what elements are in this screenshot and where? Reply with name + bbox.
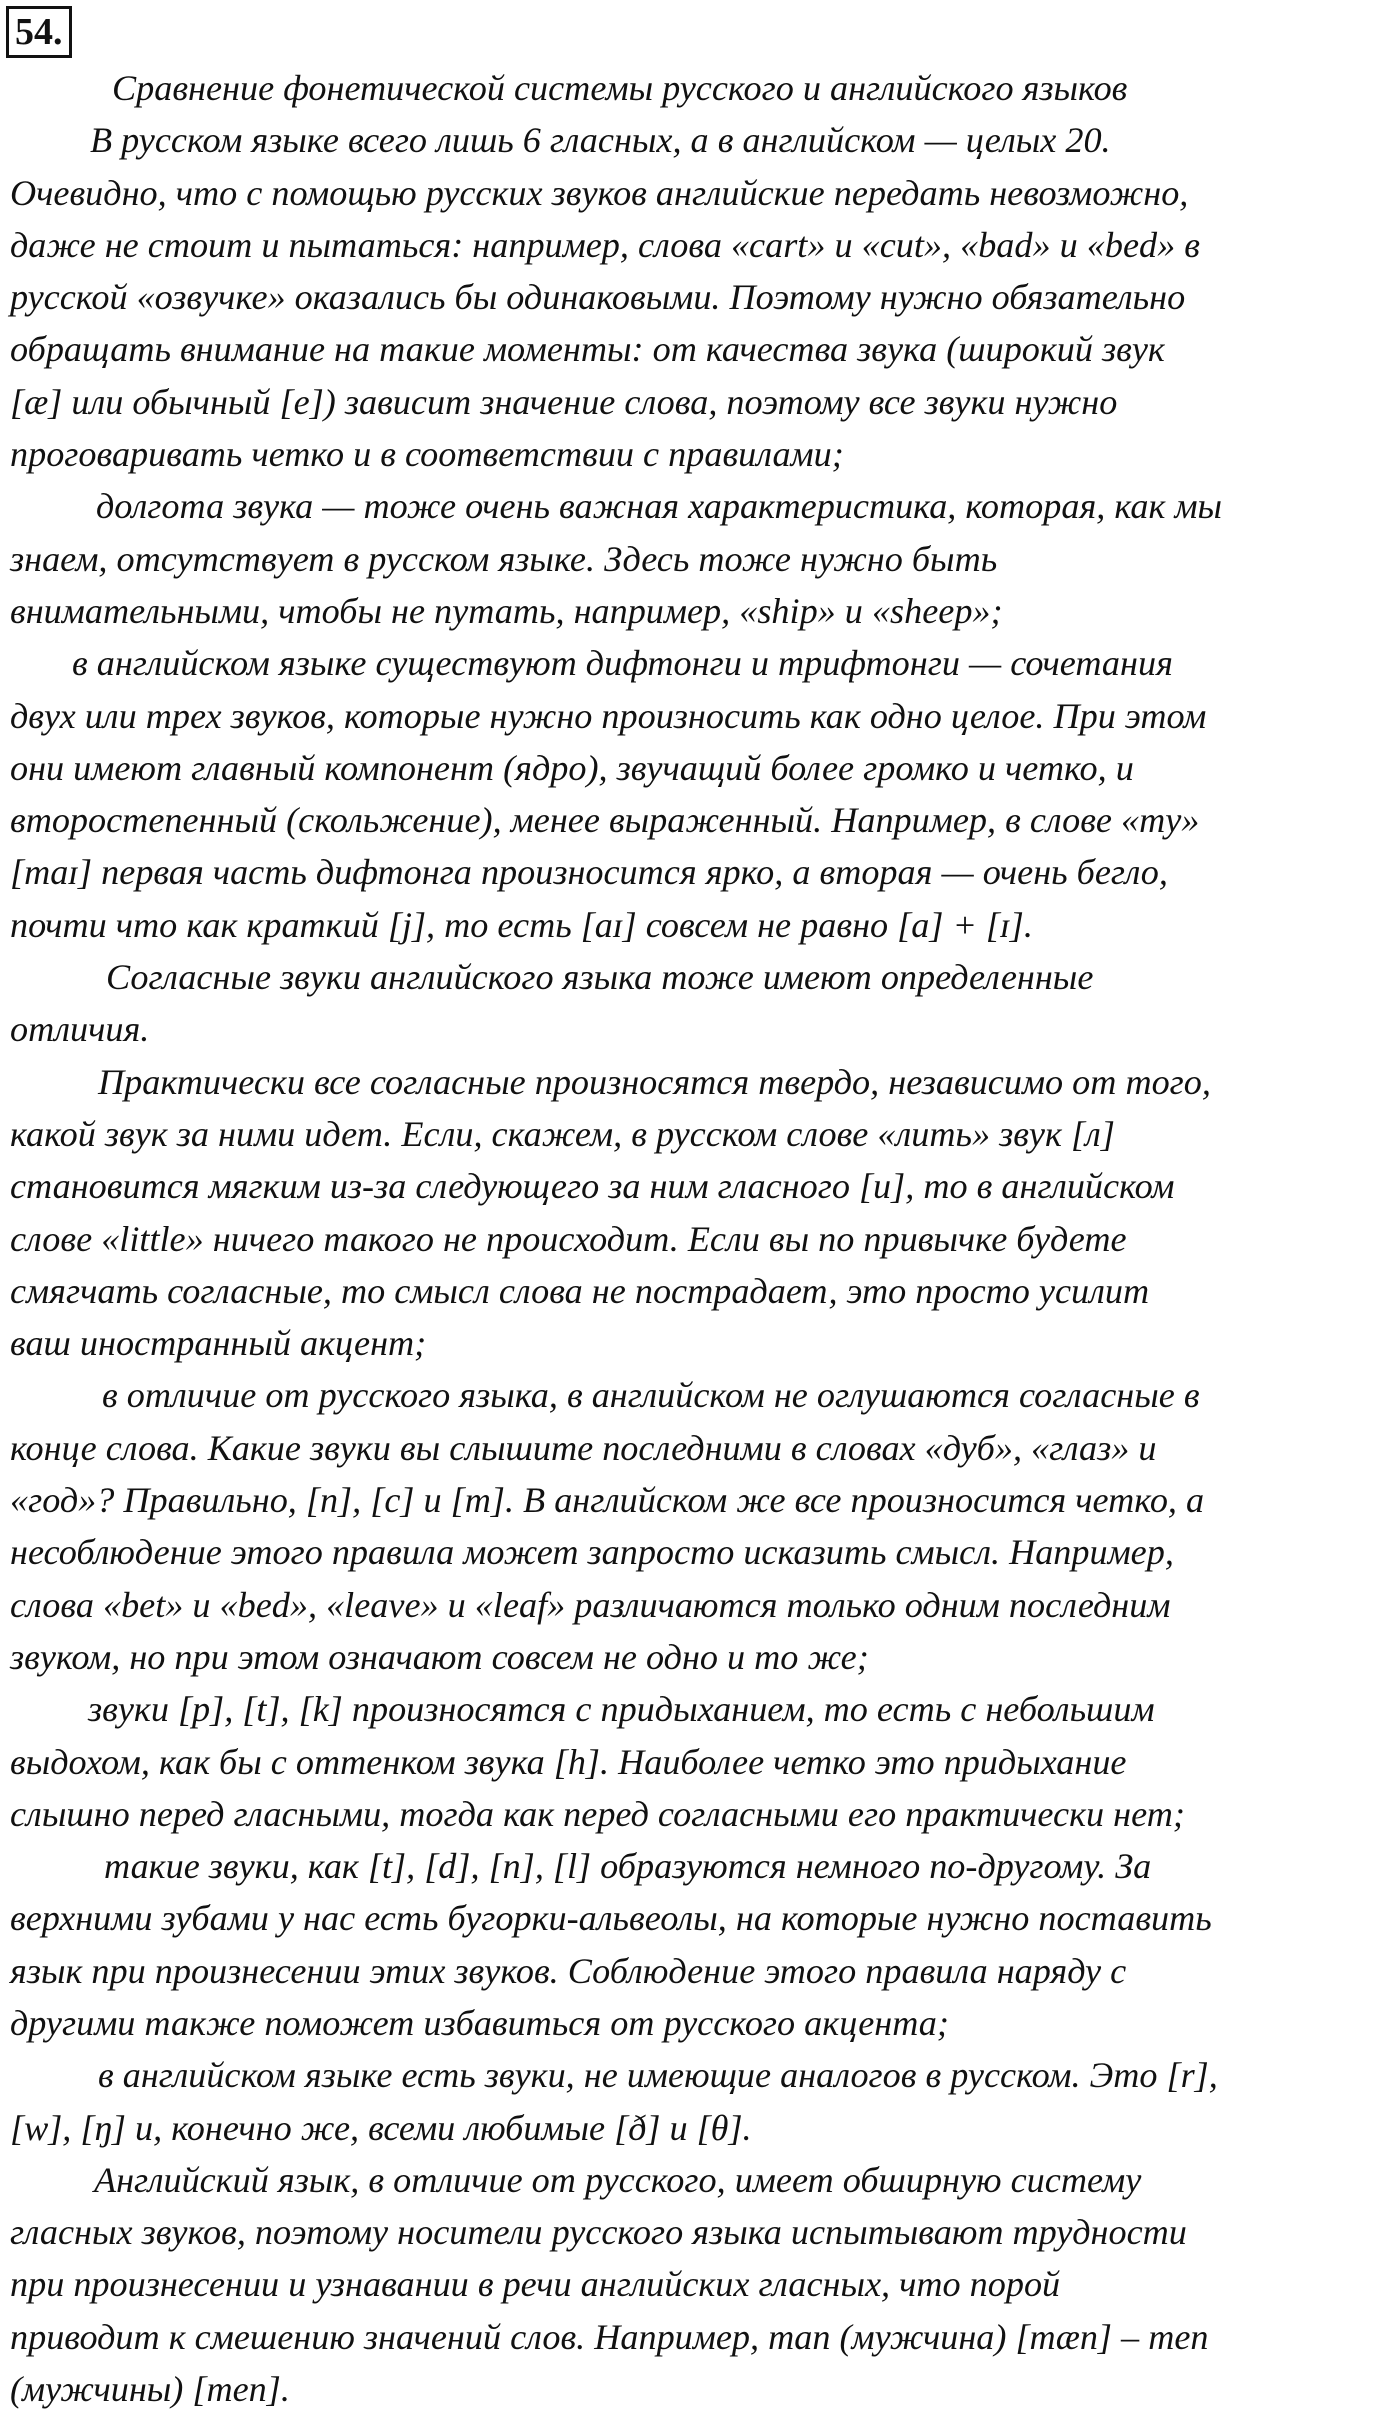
text-line: [maɪ] первая часть дифтонга произносится ярко, а вторая — очень бегло, — [10, 852, 1168, 893]
text-line: при произнесении и узнавании в речи английских гласных, что порой — [10, 2264, 1061, 2305]
text-line: [w], [ŋ] и, конечно же, всеми любимые [ð] и [θ]. — [10, 2107, 752, 2148]
text-line: долгота звука — тоже очень важная характеристика, которая, как мы — [96, 486, 1223, 527]
text-line: гласных звуков, поэтому носители русского языка испытывают трудности — [10, 2212, 1187, 2253]
text-line: «год»? Правильно, [п], [с] и [т]. В английском же все произносится четко, а — [10, 1480, 1205, 1521]
text-line: несоблюдение этого правила может запросто исказить смысл. Например, — [10, 1532, 1174, 1573]
text-line: слова «bet» и «bed», «leave» и «leaf» различаются только одним последним — [10, 1584, 1171, 1625]
text-line: Английский язык, в отличие от русского, имеет обширную систему — [94, 2159, 1142, 2200]
answer-title: Сравнение фонетической системы русского и английского языков — [112, 68, 1128, 108]
text-line: верхними зубами у нас есть бугорки-альвеолы, на которые нужно поставить — [10, 1898, 1212, 1939]
text-line: [æ] или обычный [e]) зависит значение слова, поэтому все звуки нужно — [10, 381, 1118, 422]
text-line: почти что как краткий [j], то есть [aɪ] совсем не равно [a] + [ɪ]. — [10, 904, 1033, 945]
text-line: знаем, отсутствует в русском языке. Здесь тоже нужно быть — [10, 538, 998, 579]
text-line: Согласные звуки английского языка тоже имеют определенные — [106, 957, 1094, 998]
text-line: двух или трех звуков, которые нужно произносить как одно целое. При этом — [10, 695, 1207, 736]
text-line: становится мягким из-за следующего за ним гласного [и], то в английском — [10, 1166, 1175, 1207]
text-line: конце слова. Какие звуки вы слышите последними в словах «дуб», «глаз» и — [10, 1427, 1157, 1468]
text-line: проговаривать четко и в соответствии с правилами; — [10, 434, 844, 475]
answer-text — [10, 62, 1395, 2415]
text-line: в отличие от русского языка, в английском не оглушаются согласные в — [102, 1375, 1200, 1416]
text-line: слышно перед гласными, тогда как перед согласными его практически нет; — [10, 1793, 1185, 1834]
text-line: внимательными, чтобы не путать, например, «ship» и «sheep»; — [10, 590, 1003, 631]
text-line: другими также поможет избавиться от русского акцента; — [10, 2002, 949, 2043]
text-line: звуком, но при этом означают совсем не одно и то же; — [10, 1636, 869, 1677]
text-line: язык при произнесении этих звуков. Соблюдение этого правила наряду с — [10, 1950, 1127, 1991]
text-line: Практически все согласные произносятся твердо, независимо от того, — [98, 1061, 1211, 1102]
text-line: в английском языке есть звуки, не имеющие аналогов в русском. Это [r], — [98, 2055, 1218, 2096]
text-line: такие звуки, как [t], [d], [n], [l] образуются немного по-другому. За — [104, 1846, 1152, 1887]
text-line: они имеют главный компонент (ядро), звучащий более громко и четко, и — [10, 747, 1134, 788]
text-line: русской «озвучке» оказались бы одинаковыми. Поэтому нужно обязательно — [10, 277, 1186, 318]
text-line: Очевидно, что с помощью русских звуков английские передать невозможно, — [10, 172, 1189, 213]
text-line: звуки [p], [t], [k] произносятся с придыханием, то есть с небольшим — [88, 1689, 1155, 1730]
text-line: (мужчины) [men]. — [10, 2369, 290, 2410]
text-line: выдохом, как бы с оттенком звука [h]. Наиболее четко это придыхание — [10, 1741, 1127, 1782]
text-line: обращать внимание на такие моменты: от качества звука (широкий звук — [10, 329, 1165, 370]
text-line: В русском языке всего лишь 6 гласных, а в английском — целых 20. — [90, 120, 1111, 161]
text-line: отличия. — [10, 1009, 150, 1050]
text-line: смягчать согласные, то смысл слова не пострадает, это просто усилит — [10, 1270, 1150, 1311]
text-line: даже не стоит и пытаться: например, слова «cart» и «cut», «bad» и «bed» в — [10, 224, 1200, 265]
text-line: слове «little» ничего такого не происходит. Если вы по привычке будете — [10, 1218, 1127, 1259]
task-number: 54. — [6, 6, 72, 58]
text-line: в английском языке существуют дифтонги и трифтонги — сочетания — [72, 643, 1173, 684]
text-line: какой звук за ними идет. Если, скажем, в русском слове «лить» звук [л] — [10, 1113, 1115, 1154]
text-line: ваш иностранный акцент; — [10, 1323, 427, 1364]
text-line: приводит к смешению значений слов. Например, man (мужчина) [mæn] – men — [10, 2316, 1209, 2357]
text-line: второстепенный (скольжение), менее выраженный. Например, в слове «my» — [10, 800, 1200, 841]
